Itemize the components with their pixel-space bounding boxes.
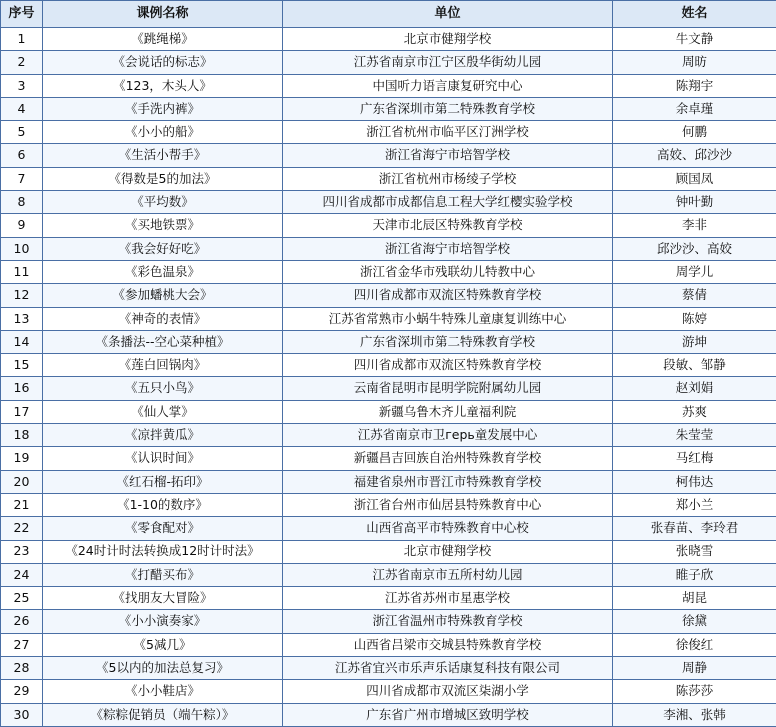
cell-index: 16: [1, 377, 43, 400]
table-row: [1, 540, 776, 563]
cell-person: 陈婷: [613, 307, 776, 330]
cell-course-name: 《5以内的加法总复习》: [43, 657, 283, 680]
cell-organization: 北京市健翔学校: [283, 28, 613, 51]
table-row: [1, 703, 776, 726]
table-row: [1, 657, 776, 680]
cell-index: 6: [1, 144, 43, 167]
cell-index: 21: [1, 493, 43, 516]
cell-person: 赵刘娟: [613, 377, 776, 400]
cell-organization: 四川省成都市双流区特殊教育学校: [283, 354, 613, 377]
cell-index: 8: [1, 191, 43, 214]
cell-organization: 浙江省海宁市培智学校: [283, 237, 613, 260]
table-row: [1, 354, 776, 377]
cell-person: 徐黛: [613, 610, 776, 633]
cell-person: 周静: [613, 657, 776, 680]
cell-person: 蔡倩: [613, 284, 776, 307]
cell-person: 张春苗、李玲君: [613, 517, 776, 540]
table-row: [1, 167, 776, 190]
table-row: [1, 377, 776, 400]
cell-person: 高姣、邱沙沙: [613, 144, 776, 167]
cell-person: 邱沙沙、高姣: [613, 237, 776, 260]
table-row: [1, 260, 776, 283]
cell-organization: 山西省吕梁市交城县特殊教育学校: [283, 633, 613, 656]
cell-organization: 四川省成都市双流区特殊教育学校: [283, 284, 613, 307]
cell-index: 24: [1, 563, 43, 586]
cell-course-name: 《小小的船》: [43, 121, 283, 144]
cell-course-name: 《参加蟠桃大会》: [43, 284, 283, 307]
cell-index: 5: [1, 121, 43, 144]
cell-person: 张晓雪: [613, 540, 776, 563]
cell-course-name: 《认识时间》: [43, 447, 283, 470]
cell-organization: 四川省成都市双流区柒湖小学: [283, 680, 613, 703]
cell-organization: 福建省泉州市晋江市特殊教育学校: [283, 470, 613, 493]
table-header-row: [1, 1, 776, 28]
cell-course-name: 《平均数》: [43, 191, 283, 214]
cell-index: 26: [1, 610, 43, 633]
cell-person: 陈翔宇: [613, 74, 776, 97]
table-row: [1, 330, 776, 353]
cell-index: 2: [1, 51, 43, 74]
cell-organization: 山西省高平市特殊教育中心校: [283, 517, 613, 540]
cell-person: 余卓瑾: [613, 97, 776, 120]
table-body: [1, 28, 776, 727]
cell-organization: 云南省昆明市昆明学院附属幼儿园: [283, 377, 613, 400]
column-header-index: 序号: [1, 1, 43, 28]
cell-organization: 北京市健翔学校: [283, 540, 613, 563]
cell-index: 12: [1, 284, 43, 307]
cell-person: 李非: [613, 214, 776, 237]
table-row: [1, 237, 776, 260]
cell-person: 马红梅: [613, 447, 776, 470]
cell-index: 7: [1, 167, 43, 190]
cell-course-name: 《找朋友大冒险》: [43, 587, 283, 610]
cell-course-name: 《买地铁票》: [43, 214, 283, 237]
table-row: [1, 144, 776, 167]
cell-organization: 江苏省常熟市小蜗牛特殊儿童康复训练中心: [283, 307, 613, 330]
table-row: [1, 191, 776, 214]
cell-index: 10: [1, 237, 43, 260]
cell-person: 何鹏: [613, 121, 776, 144]
cell-course-name: 《五只小鸟》: [43, 377, 283, 400]
table-row: [1, 400, 776, 423]
cell-index: 23: [1, 540, 43, 563]
cell-index: 25: [1, 587, 43, 610]
table-row: [1, 563, 776, 586]
cell-index: 18: [1, 424, 43, 447]
cell-course-name: 《跳绳梯》: [43, 28, 283, 51]
cell-organization: 四川省成都市成都信息工程大学红樱实验学校: [283, 191, 613, 214]
table-row: [1, 680, 776, 703]
cell-organization: 江苏省宜兴市乐声乐话康复科技有限公司: [283, 657, 613, 680]
cell-index: 19: [1, 447, 43, 470]
cell-organization: 广东省深圳市第二特殊教育学校: [283, 330, 613, 353]
table-row: [1, 74, 776, 97]
cell-course-name: 《小小鞋店》: [43, 680, 283, 703]
cell-organization: 中国听力语言康复研究中心: [283, 74, 613, 97]
table-row: [1, 447, 776, 470]
cell-organization: 天津市北辰区特殊教育学校: [283, 214, 613, 237]
cell-organization: 新疆乌鲁木齐儿童福利院: [283, 400, 613, 423]
cell-person: 柯伟达: [613, 470, 776, 493]
table-row: [1, 121, 776, 144]
cell-index: 17: [1, 400, 43, 423]
cell-course-name: 《手洗内裤》: [43, 97, 283, 120]
cell-course-name: 《24时计时法转换成12时计时法》: [43, 540, 283, 563]
cell-organization: 浙江省台州市仙居县特殊教育中心: [283, 493, 613, 516]
cell-person: 徐俊红: [613, 633, 776, 656]
cell-course-name: 《我会好好吃》: [43, 237, 283, 260]
cell-index: 4: [1, 97, 43, 120]
cell-index: 15: [1, 354, 43, 377]
cell-person: 睢子欣: [613, 563, 776, 586]
cell-person: 苏爽: [613, 400, 776, 423]
table-row: [1, 493, 776, 516]
cell-course-name: 《123，木头人》: [43, 74, 283, 97]
cell-organization: 浙江省杭州市杨绫子学校: [283, 167, 613, 190]
cell-course-name: 《粽粽促销员（端午粽）》: [43, 703, 283, 726]
table-row: [1, 307, 776, 330]
cell-course-name: 《打醋买布》: [43, 563, 283, 586]
cell-person: 郑小兰: [613, 493, 776, 516]
table-row: [1, 470, 776, 493]
cell-course-name: 《凉拌黄瓜》: [43, 424, 283, 447]
table-row: [1, 517, 776, 540]
cell-index: 20: [1, 470, 43, 493]
cell-course-name: 《1-10的数序》: [43, 493, 283, 516]
cell-index: 9: [1, 214, 43, 237]
cell-person: 胡昆: [613, 587, 776, 610]
cell-course-name: 《彩色温泉》: [43, 260, 283, 283]
cell-index: 22: [1, 517, 43, 540]
table-row: [1, 97, 776, 120]
cell-organization: 广东省深圳市第二特殊教育学校: [283, 97, 613, 120]
cell-index: 28: [1, 657, 43, 680]
cell-organization: 浙江省金华市残联幼儿特教中心: [283, 260, 613, 283]
table-row: [1, 214, 776, 237]
cell-organization: 浙江省杭州市临平区汀洲学校: [283, 121, 613, 144]
cell-course-name: 《5减几》: [43, 633, 283, 656]
cell-index: 29: [1, 680, 43, 703]
cell-course-name: 《条播法--空心菜种植》: [43, 330, 283, 353]
cell-index: 30: [1, 703, 43, 726]
cell-course-name: 《得数是5的加法》: [43, 167, 283, 190]
cell-person: 周昉: [613, 51, 776, 74]
cell-organization: 江苏省南京市江宁区殷华街幼儿园: [283, 51, 613, 74]
cell-course-name: 《红石榴-拓印》: [43, 470, 283, 493]
table-row: [1, 633, 776, 656]
cell-course-name: 《神奇的表情》: [43, 307, 283, 330]
table-row: [1, 51, 776, 74]
cell-person: 顾国凤: [613, 167, 776, 190]
column-header-person: 姓名: [613, 1, 776, 28]
cell-course-name: 《莲白回锅肉》: [43, 354, 283, 377]
cell-index: 13: [1, 307, 43, 330]
table-row: [1, 610, 776, 633]
table-row: [1, 284, 776, 307]
cell-person: 钟叶勤: [613, 191, 776, 214]
cell-person: 陈莎莎: [613, 680, 776, 703]
cell-organization: 新疆昌吉回族自治州特殊教育学校: [283, 447, 613, 470]
cell-course-name: 《仙人掌》: [43, 400, 283, 423]
table-row: [1, 28, 776, 51]
cell-organization: 江苏省苏州市星惠学校: [283, 587, 613, 610]
cell-index: 11: [1, 260, 43, 283]
cell-organization: 浙江省海宁市培智学校: [283, 144, 613, 167]
cell-index: 14: [1, 330, 43, 353]
cell-index: 1: [1, 28, 43, 51]
cell-index: 27: [1, 633, 43, 656]
cell-person: 周学儿: [613, 260, 776, 283]
cell-course-name: 《会说话的标志》: [43, 51, 283, 74]
cell-person: 段敏、邹静: [613, 354, 776, 377]
cell-index: 3: [1, 74, 43, 97]
table-row: [1, 587, 776, 610]
cell-organization: 江苏省南京市五所村幼儿园: [283, 563, 613, 586]
cell-person: 李湘、张韩: [613, 703, 776, 726]
table-row: [1, 424, 776, 447]
cell-course-name: 《生活小帮手》: [43, 144, 283, 167]
cell-organization: 江苏省南京市卫герь童发展中心: [283, 424, 613, 447]
column-header-organization: 单位: [283, 1, 613, 28]
cell-person: 朱莹莹: [613, 424, 776, 447]
cell-organization: 广东省广州市增城区致明学校: [283, 703, 613, 726]
cell-course-name: 《小小演奏家》: [43, 610, 283, 633]
cell-course-name: 《零食配对》: [43, 517, 283, 540]
column-header-course-name: 课例名称: [43, 1, 283, 28]
cell-person: 游坤: [613, 330, 776, 353]
cell-person: 牛文静: [613, 28, 776, 51]
cell-organization: 浙江省温州市特殊教育学校: [283, 610, 613, 633]
